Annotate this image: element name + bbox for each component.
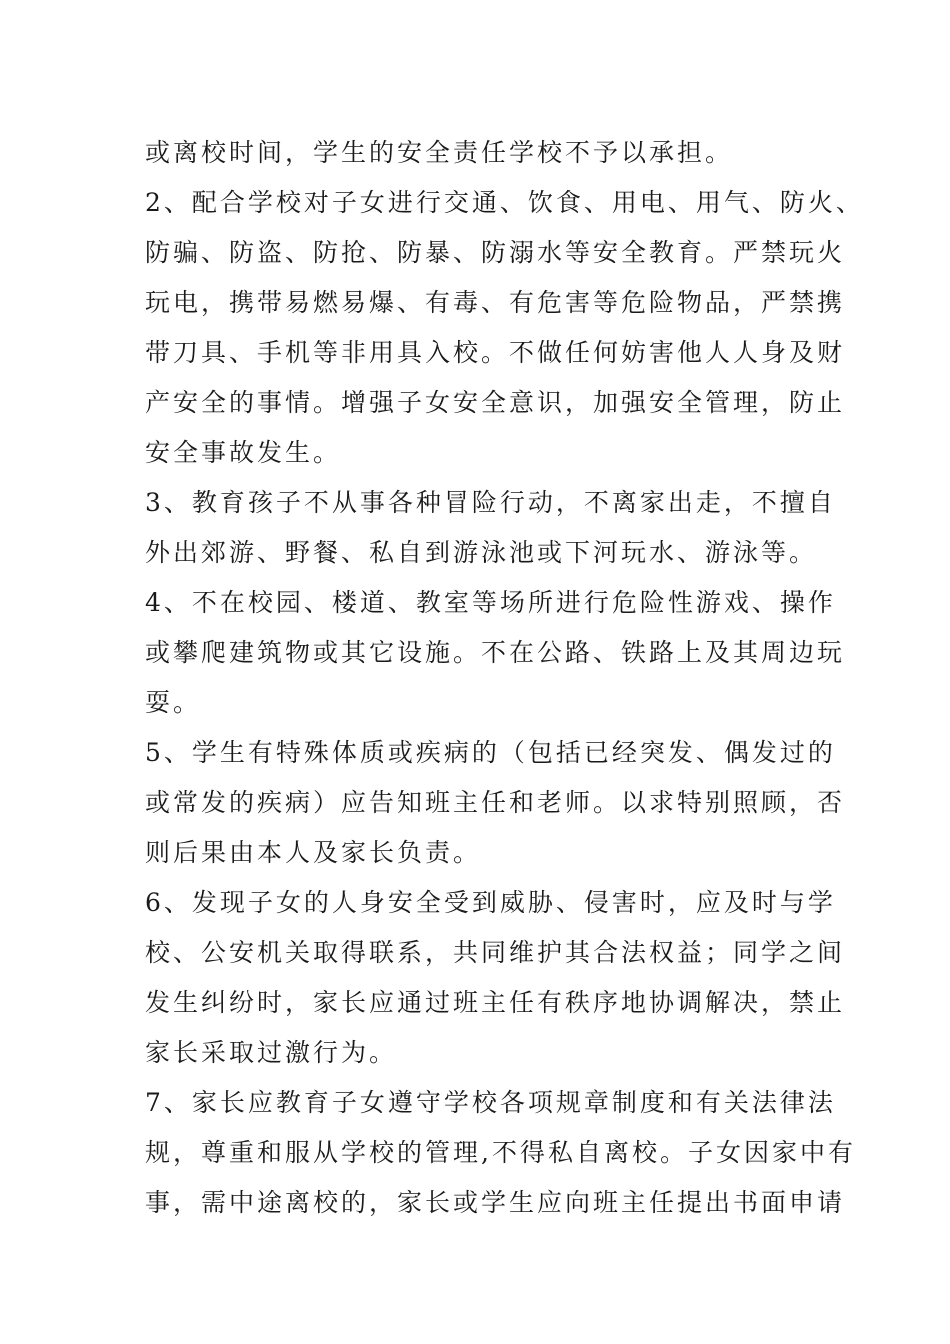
text-line: 产安全的事情。增强子女安全意识，加强安全管理，防止: [145, 388, 846, 417]
text-line: 或攀爬建筑物或其它设施。不在公路、铁路上及其周边玩: [145, 638, 846, 667]
text-line: 发生纠纷时，家长应通过班主任有秩序地协调解决，禁止: [145, 988, 846, 1017]
text-line: 外出郊游、野餐、私自到游泳池或下河玩水、游泳等。: [145, 538, 818, 567]
text-line: 耍。: [145, 688, 202, 717]
text-line: 或离校时间，学生的安全责任学校不予以承担。: [145, 138, 734, 167]
text-line: 安全事故发生。: [145, 438, 342, 467]
text-line: 2、配合学校对子女进行交通、饮食、用电、用气、防火、: [145, 188, 864, 217]
text-line: 玩电，携带易燃易爆、有毒、有危害等危险物品，严禁携: [145, 288, 846, 317]
text-line: 5、学生有特殊体质或疾病的（包括已经突发、偶发过的: [145, 738, 836, 767]
text-line: 4、不在校园、楼道、教室等场所进行危险性游戏、操作: [145, 588, 836, 617]
text-line: 6、发现子女的人身安全受到威胁、侵害时，应及时与学: [145, 888, 836, 917]
text-line: 家长采取过激行为。: [145, 1038, 398, 1067]
document-body: [145, 128, 864, 1228]
text-line: 3、教育孩子不从事各种冒险行动，不离家出走，不擅自: [145, 488, 836, 517]
text-line: 校、公安机关取得联系，共同维护其合法权益；同学之间: [145, 938, 846, 967]
text-line: 带刀具、手机等非用具入校。不做任何妨害他人人身及财: [145, 338, 846, 367]
text-line: 或常发的疾病）应告知班主任和老师。以求特别照顾，否: [145, 788, 846, 817]
text-line: 7、家长应教育子女遵守学校各项规章制度和有关法律法: [145, 1088, 836, 1117]
text-line: 防骗、防盗、防抢、防暴、防溺水等安全教育。严禁玩火: [145, 238, 846, 267]
text-line: 事，需中途离校的，家长或学生应向班主任提出书面申请: [145, 1188, 846, 1217]
text-line: 则后果由本人及家长负责。: [145, 838, 482, 867]
text-line: 规，尊重和服从学校的管理,不得私自离校。子女因家中有: [145, 1138, 856, 1167]
